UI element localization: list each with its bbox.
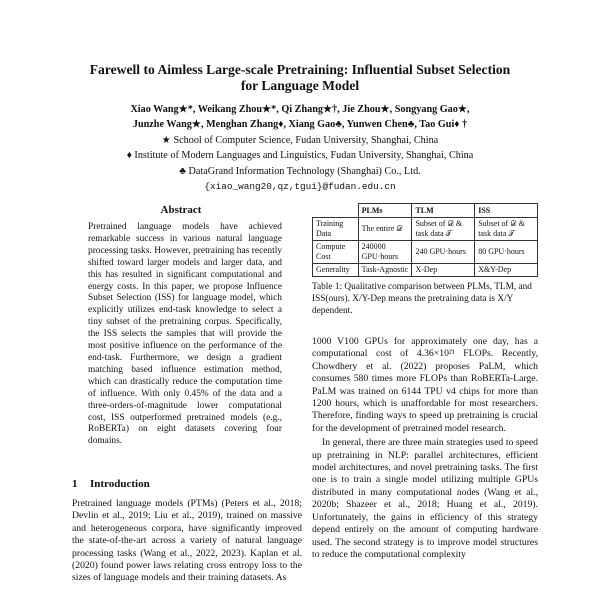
- paragraph: 1000 V100 GPUs for approximately one day, has a computational cost of 4.36×10²¹ FLOPs. Recently, Chowdhery et al. (2022) proposes PaLM, which consumes 580 times more FLOPs than RoBERTa-Large. PaLM was trained on 6144 TPU v4 chips for more than 1200 hours, which is unaffordable for most researchers. Therefore, finding ways to speed up pretraining is crucial for the development of pretrained model research.: [312, 336, 538, 434]
- title-line-2: for Language Model: [240, 78, 360, 93]
- comparison-table: [312, 203, 538, 277]
- author-block: [40, 102, 560, 194]
- table-cell: Compute Cost: [313, 240, 359, 263]
- section-number: 1: [72, 478, 78, 490]
- table-row: [313, 217, 538, 240]
- table-cell: Task-Agnostic: [358, 263, 412, 277]
- table-cell: X-Dep: [412, 263, 475, 277]
- authors-line-1: Xiao Wang★*, Weikang Zhou★*, Qi Zhang★†, Jie Zhou★, Songyang Gao★,: [130, 104, 470, 115]
- table-cell: 240 GPU·hours: [412, 240, 475, 263]
- abstract-body: [88, 222, 282, 448]
- table-caption: Table 1: Qualitative comparison between PLMs, TLM, and ISS(ours). X/Y-Dep means the pretraining data is X/Y dependent.: [312, 282, 532, 316]
- section-heading-introduction: [72, 478, 150, 490]
- affiliation-2: ♦ Institute of Modern Languages and Linguistics, Fudan University, Shanghai, China: [126, 150, 474, 162]
- table-cell: Subset of 𝒟 & task data 𝒯: [475, 217, 538, 240]
- table-header-cell: ISS: [475, 204, 538, 218]
- authors-line-2: Junzhe Wang★, Menghan Zhang♦, Xiang Gao♣, Yunwen Chen♣, Tao Gui♦ †: [132, 119, 468, 131]
- table-cell: 80 GPU·hours: [475, 240, 538, 263]
- table-cell: Training Data: [313, 217, 359, 240]
- right-column-body: [312, 336, 538, 561]
- table-cell: 240000 GPU·hours: [358, 240, 412, 263]
- table-header-cell: TLM: [412, 204, 475, 218]
- section-title: Introduction: [90, 478, 150, 490]
- table-cell: The entire 𝒟: [358, 217, 412, 240]
- paper-title: [40, 62, 560, 94]
- author-emails: {xiao_wang20,qz,tgui}@fudan.edu.cn: [204, 181, 396, 193]
- table-header-cell: PLMs: [358, 204, 412, 218]
- table-cell: Generality: [313, 263, 359, 277]
- affiliation-3: ♣ DataGrand Information Technology (Shanghai) Co., Ltd.: [179, 165, 421, 177]
- paragraph: In general, there are three main strategies used to speed up pretraining in NLP: parallel architectures, efficient model architectures, and novel pretraining tasks. The first one is to train a single model utilizing multiple GPUs distributed in many computational nodes (Wang et al., 2020b; Shazeer et al., 2018; Huang et al., 2019). Unfortunately, the gains in efficiency of this strategy depend entirely on the amount of computing hardware used. The second strategy is to improve model structures to reduce the computational complexity: [312, 437, 538, 560]
- introduction-body: [72, 498, 302, 585]
- table-row: [313, 263, 538, 277]
- abstract-heading: Abstract: [160, 204, 202, 216]
- affiliation-1: ★ School of Computer Science, Fudan University, Shanghai, China: [161, 134, 439, 146]
- table-header-cell: [313, 204, 359, 218]
- abstract-text: Pretrained language models have achieved remarkable success in various natural language processing tasks. However, pretraining has recently shifted toward larger models and larger data, and this has resulted in significant computational and energy costs. In this paper, we propose Influence Subset Selection (ISS) for language model, which explicitly utilizes end-task knowledge to select a tiny subset of the pretraining corpus. Specifically, the ISS selects the samples that will provide the most positive influence on the performance of the end-task. Furthermore, we design a gradient matching based influence estimation method, which can drastically reduce the computation time of influence. With only 0.45% of the data and a three-orders-of-magnitude lower computational cost, ISS outperformed pretrained models (e.g., RoBERTa) on eight datasets covering four domains.: [88, 222, 282, 447]
- table-row: [313, 240, 538, 263]
- table-header-row: [313, 204, 538, 218]
- table-cell: Subset of 𝒟 & task data 𝒯: [412, 217, 475, 240]
- title-line-1: Farewell to Aimless Large-scale Pretraining: Influential Subset Selection: [89, 62, 511, 77]
- introduction-text: Pretrained language models (PTMs) (Peters et al., 2018; Devlin et al., 2019; Liu et al., 2019), trained on massive and heterogeneous corpora, have significantly improved the state-of-the-art across a variety of natural language processing tasks (Wang et al., 2022, 2023). Kaplan et al. (2020) found power laws relating cross entropy loss to the sizes of language models and their training datasets. As: [72, 498, 302, 584]
- table-cell: X&Y-Dep: [475, 263, 538, 277]
